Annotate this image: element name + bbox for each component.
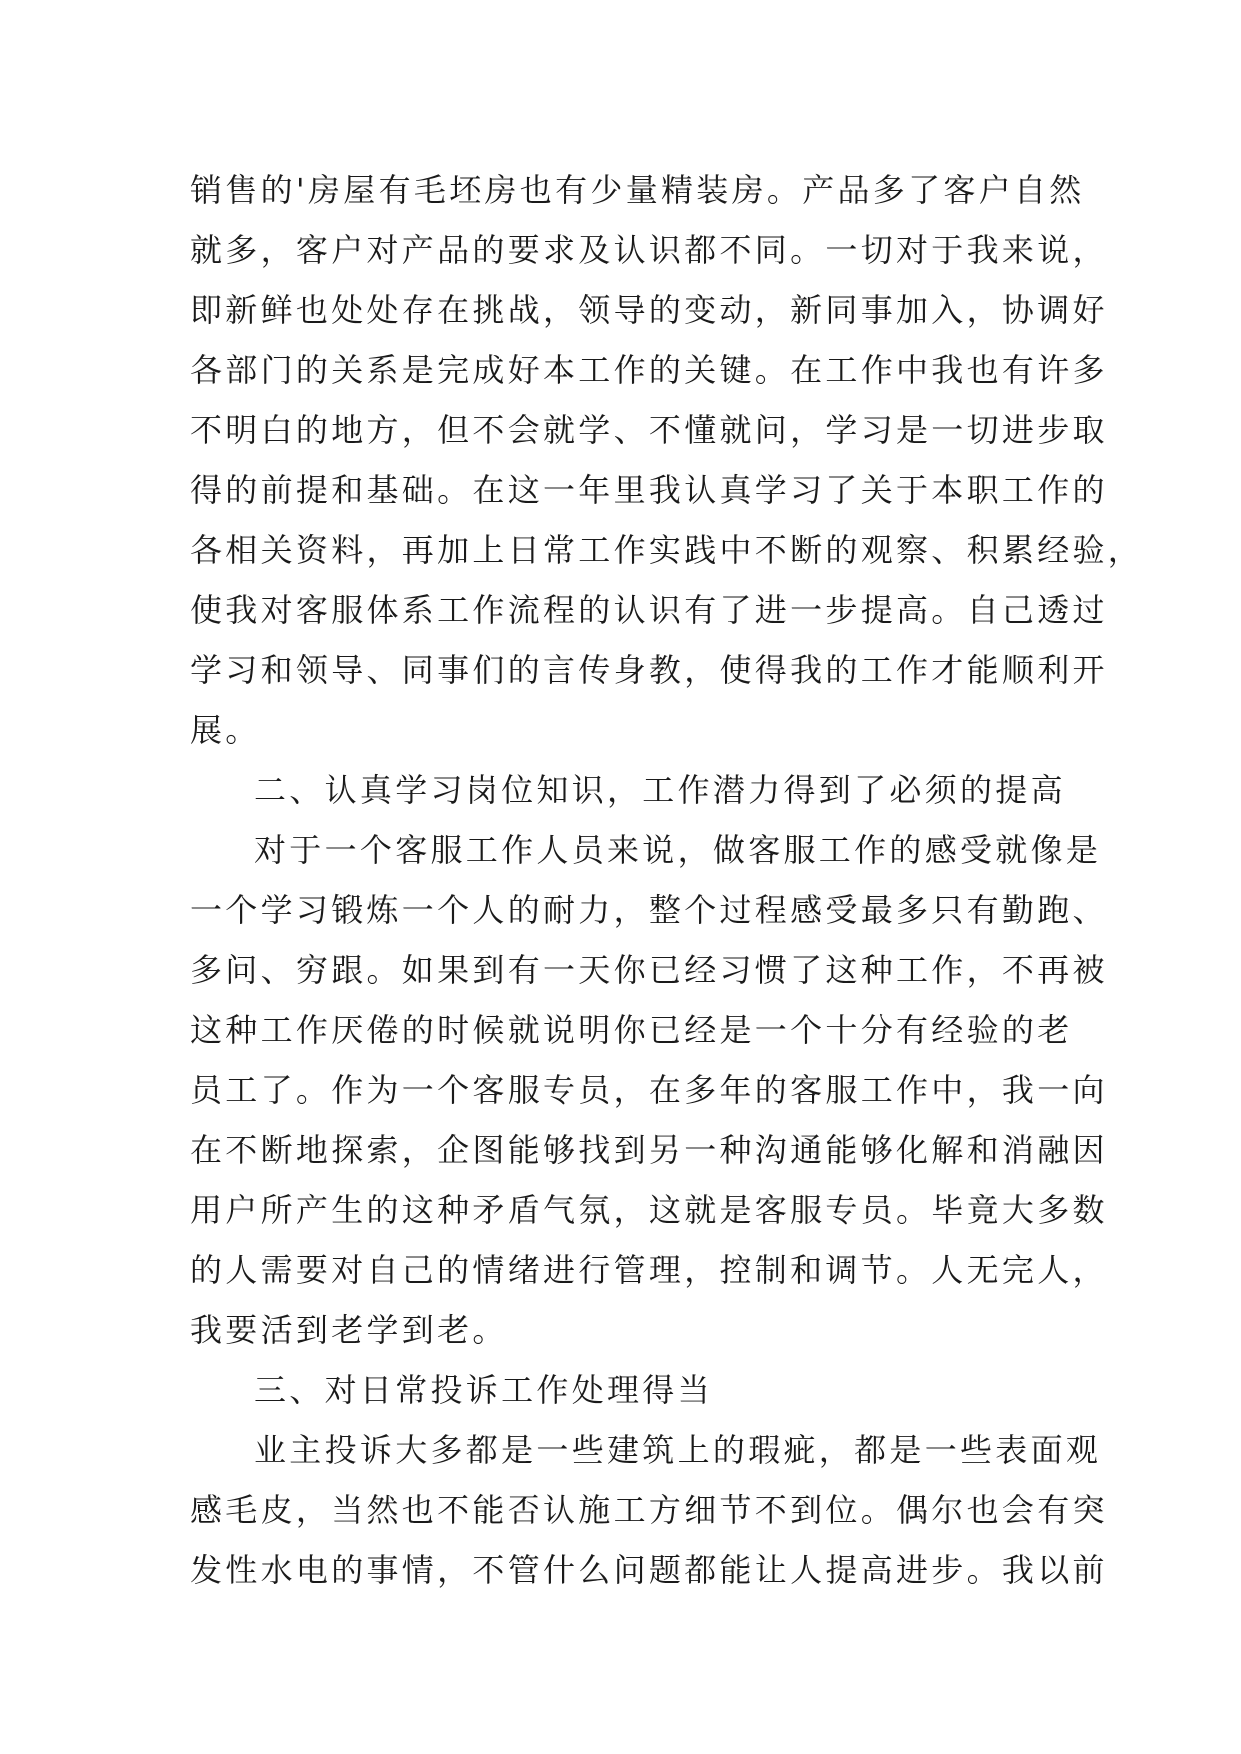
text-line: 即新鲜也处处存在挑战，领导的变动，新同事加入，协调好 xyxy=(190,291,1108,329)
text-line: 这种工作厌倦的时候就说明你已经是一个十分有经验的老 xyxy=(190,1011,1073,1049)
text-line: 一个学习锻炼一个人的耐力，整个过程感受最多只有勤跑、 xyxy=(190,891,1108,929)
section-heading-2: 二、认真学习岗位知识，工作潜力得到了必须的提高 xyxy=(254,771,1066,809)
text-line: 不明白的地方，但不会就学、不懂就问，学习是一切进步取 xyxy=(190,411,1108,449)
text-line: 多问、穷跟。如果到有一天你已经习惯了这种工作，不再被 xyxy=(190,951,1108,989)
text-line: 各部门的关系是完成好本工作的关键。在工作中我也有许多 xyxy=(190,351,1108,389)
text-line: 使我对客服体系工作流程的认识有了进一步提高。自己透过 xyxy=(190,591,1108,629)
text-line: 销售的'房屋有毛坯房也有少量精装房。产品多了客户自然 xyxy=(190,171,1085,209)
text-line: 业主投诉大多都是一些建筑上的瑕疵，都是一些表面观 xyxy=(254,1431,1102,1469)
text-line: 发性水电的事情，不管什么问题都能让人提高进步。我以前 xyxy=(190,1551,1108,1589)
text-line: 学习和领导、同事们的言传身教，使得我的工作才能顺利开 xyxy=(190,651,1108,689)
text-line: 展。 xyxy=(190,711,261,749)
text-line: 感毛皮，当然也不能否认施工方细节不到位。偶尔也会有突 xyxy=(190,1491,1108,1529)
text-line: 在不断地探索，企图能够找到另一种沟通能够化解和消融因 xyxy=(190,1131,1108,1169)
text-line: 的人需要对自己的情绪进行管理，控制和调节。人无完人， xyxy=(190,1251,1108,1289)
text-line: 用户所产生的这种矛盾气氛，这就是客服专员。毕竟大多数 xyxy=(190,1191,1108,1229)
text-line: 员工了。作为一个客服专员，在多年的客服工作中，我一向 xyxy=(190,1071,1108,1109)
section-heading-3: 三、对日常投诉工作处理得当 xyxy=(254,1371,713,1409)
text-line: 就多，客户对产品的要求及认识都不同。一切对于我来说， xyxy=(190,231,1108,269)
text-line: 得的前提和基础。在这一年里我认真学习了关于本职工作的 xyxy=(190,471,1108,509)
text-line: 对于一个客服工作人员来说，做客服工作的感受就像是 xyxy=(254,831,1102,869)
document-body xyxy=(190,160,1144,1600)
text-line: 我要活到老学到老。 xyxy=(190,1311,508,1349)
text-line: 各相关资料，再加上日常工作实践中不断的观察、积累经验， xyxy=(190,531,1144,569)
